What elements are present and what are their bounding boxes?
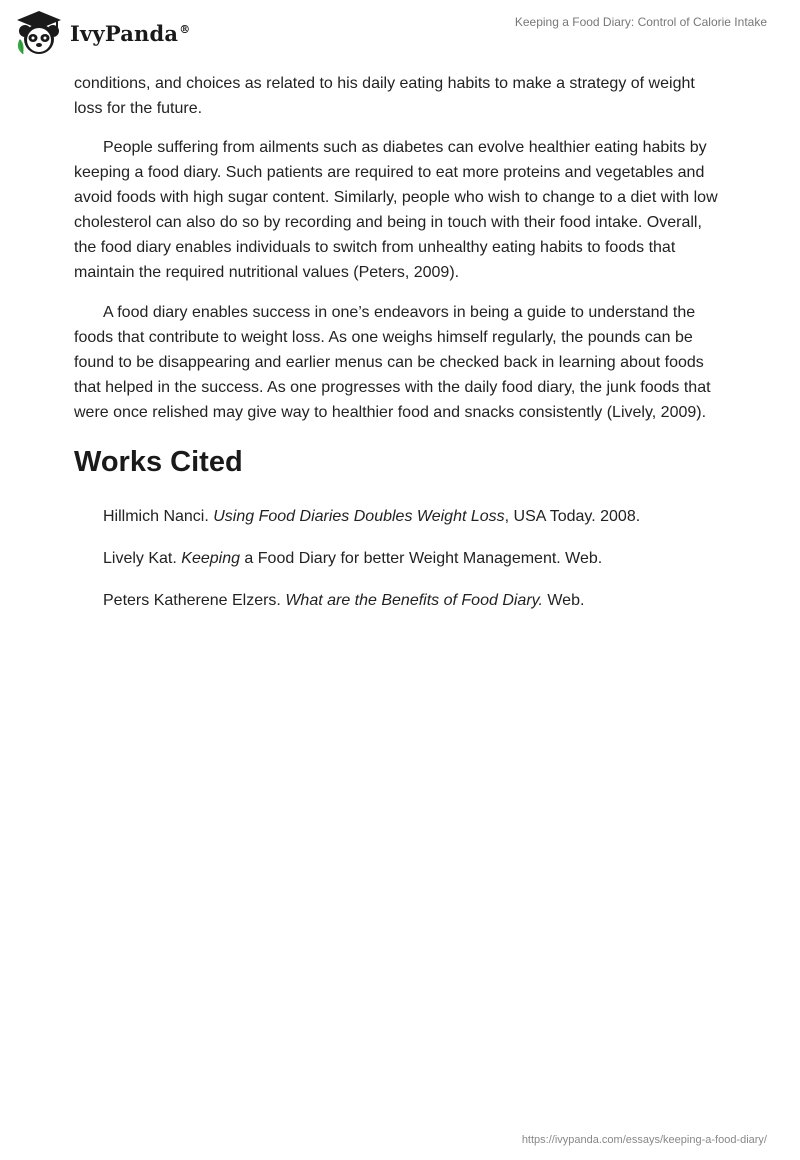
paragraph: conditions, and choices as related to his daily eating habits to make a strategy of weight loss for the future. (74, 75, 695, 117)
works-cited-heading: Works Cited (74, 446, 243, 478)
ivypanda-logo[interactable] (14, 8, 190, 58)
paragraph: People suffering from ailments such as diabetes can evolve healthier eating habits by keeping a food diary. Such patients are required to eat more proteins and vegetables and avoid foods with high sugar content. Similarly, people who wish to change to a diet with low cholesterol can also do so by recording and being in touch with their food intake. Overall, the food diary enables individuals to switch from unhealthy eating habits to foods that maintain the required nutritional values (Peters, 2009). (74, 139, 718, 281)
citation-entry: Hillmich Nanci. Using Food Diaries Doubles Weight Loss, USA Today. 2008. (103, 508, 641, 525)
panda-logo-icon (14, 9, 64, 57)
footer-url-link[interactable]: https://ivypanda.com/essays/keeping-a-food-diary/ (521, 1134, 767, 1146)
document-title: Keeping a Food Diary: Control of Calorie Intake (514, 15, 767, 29)
citation-entry: Peters Katherene Elzers. What are the Benefits of Food Diary. Web. (103, 592, 585, 609)
citation-entry: Lively Kat. Keeping a Food Diary for better Weight Management. Web. (103, 550, 603, 567)
logo-text: IvyPanda® (70, 20, 191, 46)
paragraph: A food diary enables success in one’s endeavors in being a guide to understand the foods that contribute to weight loss. As one weighs himself regularly, the pounds can be found to be disappearing and earlier menus can be checked back in learning about foods that helped in the success. As one progresses with the daily food diary, the junk foods that were once relished may give way to healthier food and snacks consistently (Lively, 2009). (74, 304, 711, 421)
essay-content (74, 71, 724, 630)
